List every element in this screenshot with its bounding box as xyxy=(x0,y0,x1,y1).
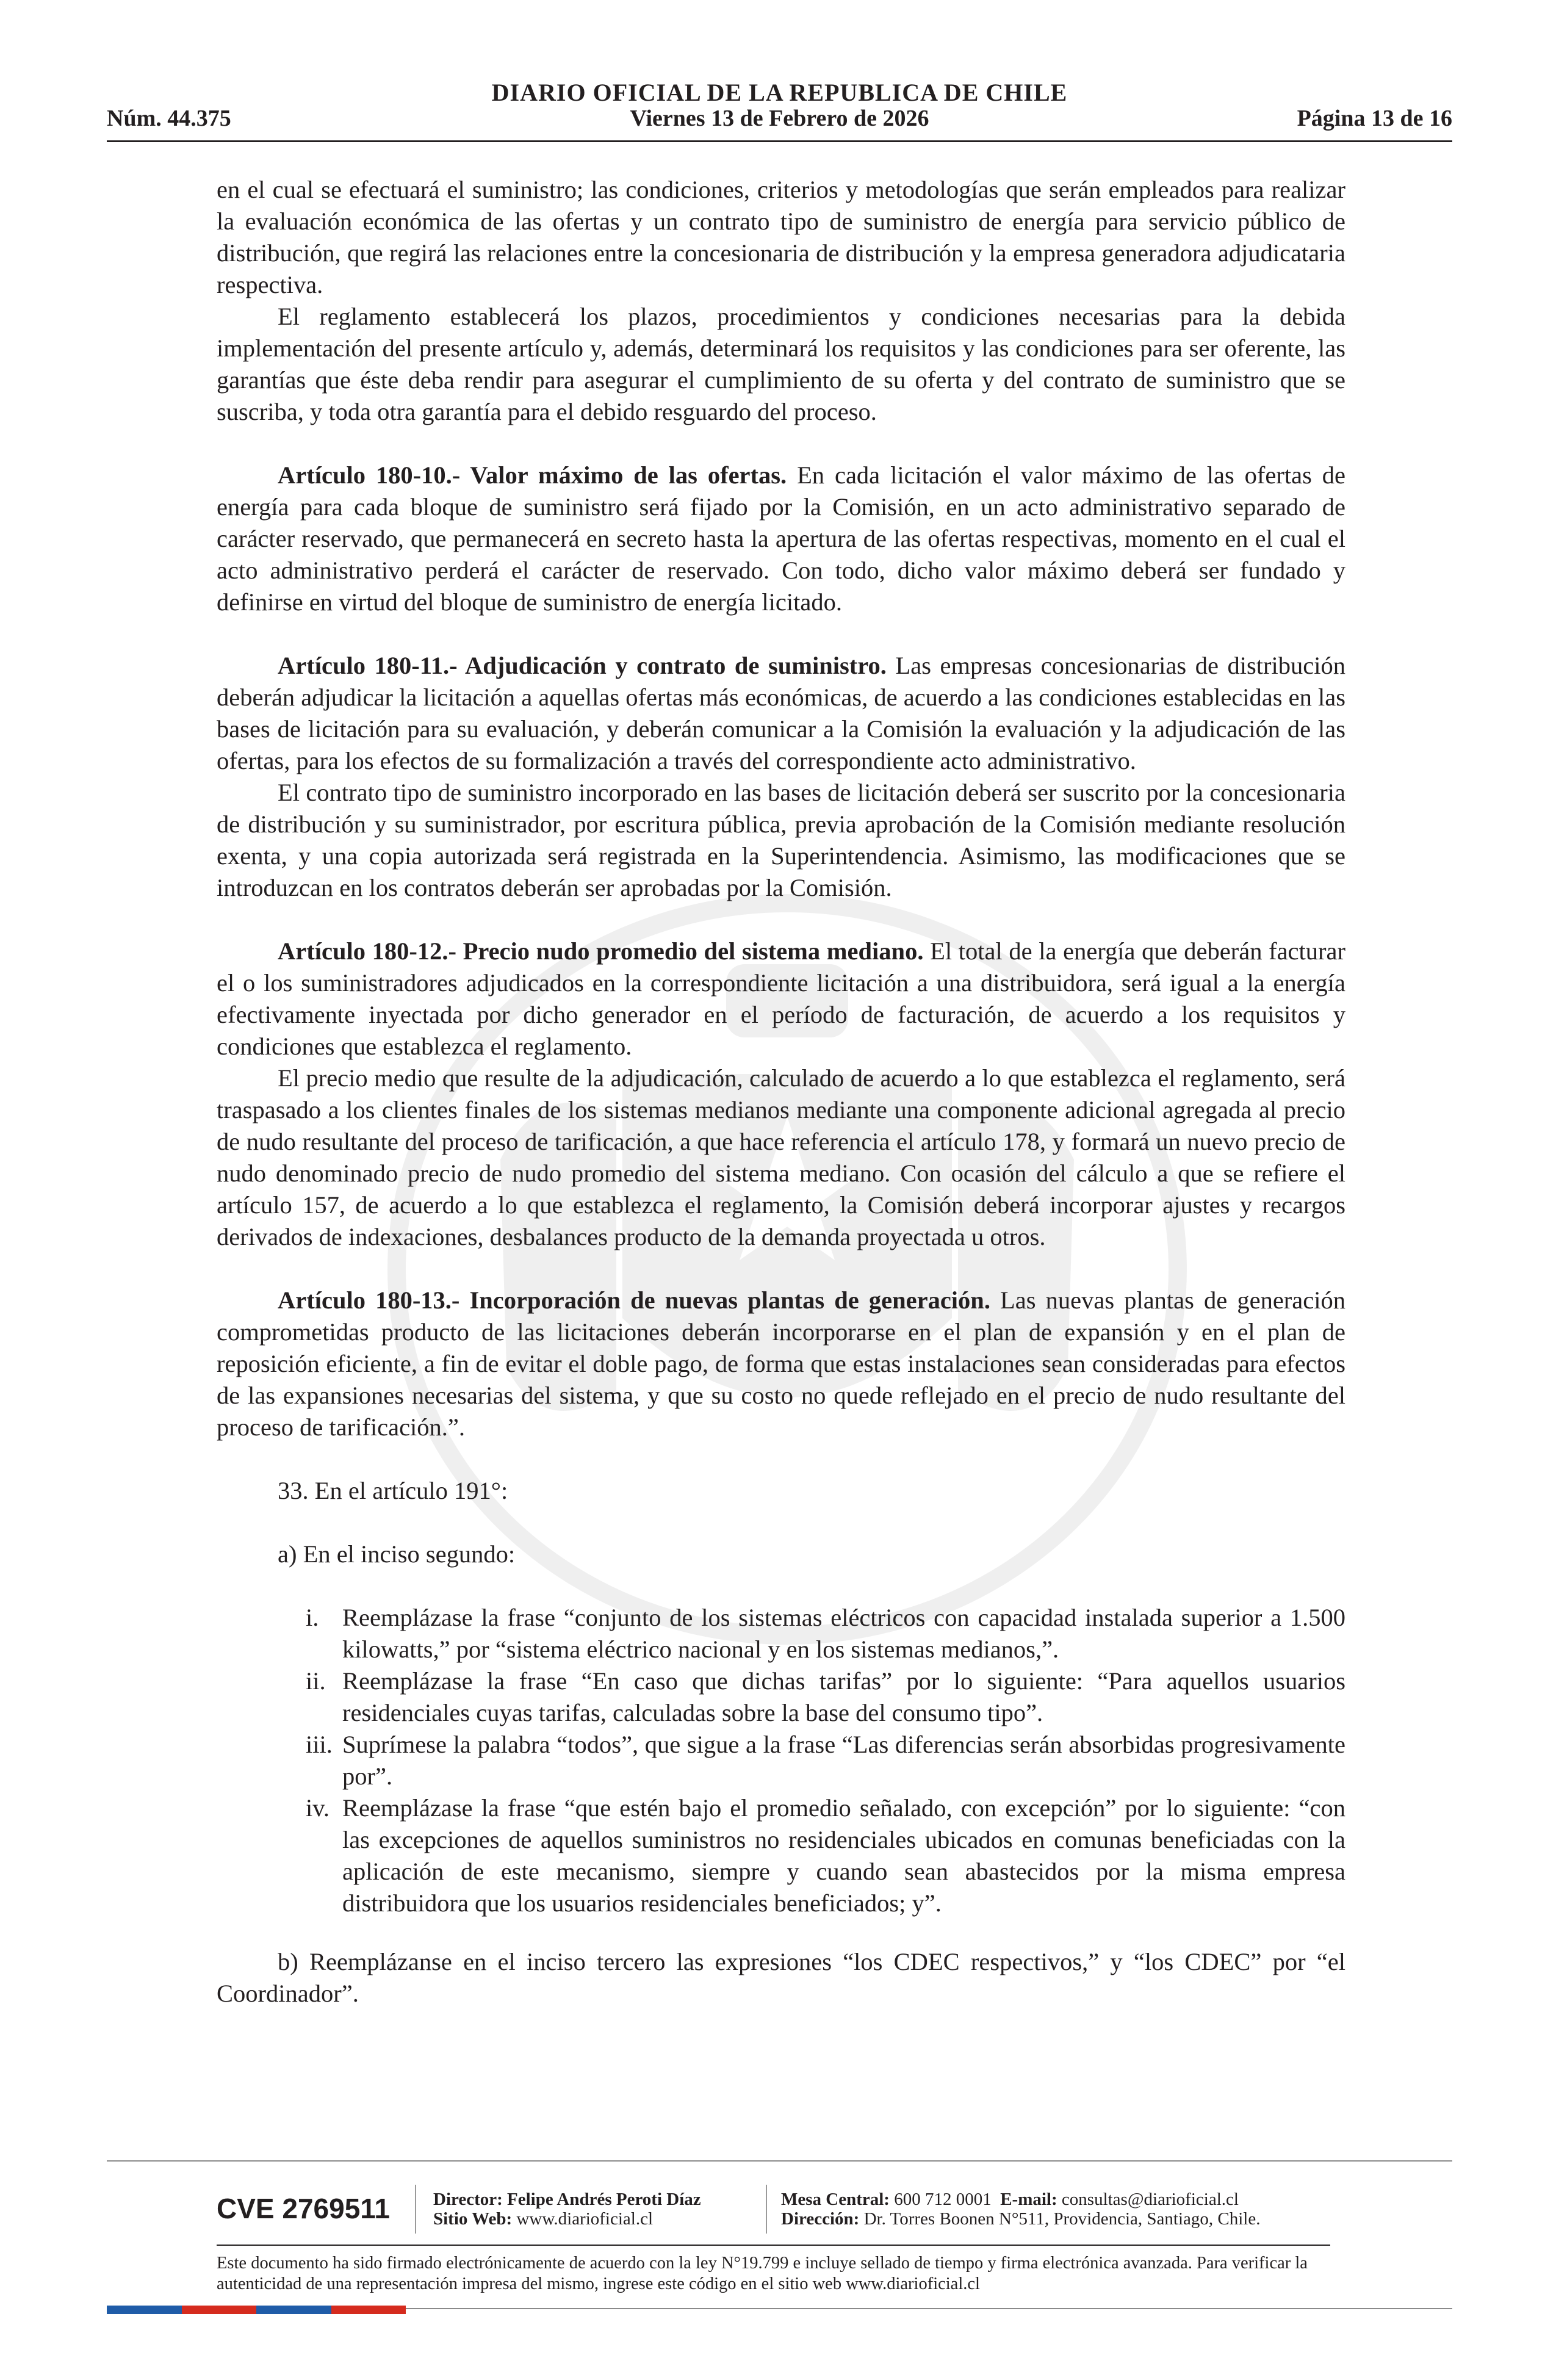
phone-value: 600 712 0001 xyxy=(894,2190,992,2209)
cve-code: CVE 2769511 xyxy=(217,2193,390,2224)
header-divider xyxy=(107,140,1452,142)
article-text: Las nuevas plantas de generación comprometidas producto de las licitaciones deberán incorporarse en el plan de expansión y en el plan de reposición eficiente, a fin de evitar el doble pago, de forma que estas instalaciones sean consideradas para efectos de las expansiones necesarias del sistema, y que su costo no quede reflejado en el precio de nudo resultante del proceso de tarificación.”. xyxy=(217,1286,1345,1441)
list-marker: iv. xyxy=(306,1794,330,1822)
page-footer xyxy=(107,2160,1452,2343)
email-label: E-mail: xyxy=(1000,2190,1057,2209)
address-value: Dr. Torres Boonen N°511, Providencia, Santiago, Chile. xyxy=(863,2209,1261,2229)
newspaper-title: DIARIO OFICIAL DE LA REPUBLICA DE CHILE xyxy=(491,79,1068,106)
list-item xyxy=(217,1602,1345,1665)
director-label: Director: xyxy=(433,2190,503,2209)
paragraph: El reglamento establecerá los plazos, procedimientos y condiciones necesarias para la debida implementación del presente artículo y, además, determinará los requisitos y las condiciones para ser oferente, las garantías que éste deba rendir para asegurar el cumplimiento de su oferta y del contrato de suministro que se suscriba, y toda otra garantía para el debido resguardo del proceso. xyxy=(217,303,1345,425)
article-text: En cada licitación el valor máximo de las ofertas de energía para cada bloque de suministro será fijado por la Comisión, en un acto administrativo separado de carácter reservado, que permanecerá en secreto hasta la apertura de las ofertas respectivas, momento en el cual el acto administrativo perderá el carácter de reservado. Con todo, dicho valor máximo deberá ser fundado y definirse en virtud del bloque de suministro de energía licitado. xyxy=(217,461,1345,616)
list-item xyxy=(217,1792,1345,1919)
list-item xyxy=(217,1729,1345,1792)
article-text: El total de la energía que deberán facturar el o los suministradores adjudicados en la correspondiente licitación a una distribuidora, será igual a la energía efectivamente inyectada por dicho generador en el período de facturación, de acuerdo a los requisitos y condiciones que establezca el reglamento. xyxy=(217,937,1345,1060)
list-item-text: Suprímese la palabra “todos”, que sigue a la frase “Las diferencias serán absorbidas progresivamente por”. xyxy=(342,1731,1345,1790)
flag-blue-segment xyxy=(107,2306,182,2314)
document-body xyxy=(217,174,1345,2010)
amendment-item-b: b) Reemplázanse en el inciso tercero las expresiones “los CDEC respectivos,” y “los CDEC” por “el Coordinador”. xyxy=(217,1948,1345,2007)
address-label: Dirección: xyxy=(781,2209,860,2229)
director-name: Felipe Andrés Peroti Díaz xyxy=(507,2190,701,2209)
flag-stripe xyxy=(107,2306,406,2314)
page-number: Página 13 de 16 xyxy=(1297,106,1452,131)
paragraph: en el cual se efectuará el suministro; las condiciones, criterios y metodologías que serán empleados para realizar la evaluación económica de las ofertas y un contrato tipo de suministro de energía para servicio público de distribución, que regirá las relaciones entre la concesionaria de distribución y la empresa generadora adjudicataria respectiva. xyxy=(217,176,1345,298)
list-item-text: Reemplázase la frase “que estén bajo el promedio señalado, con excepción” por lo siguiente: “con las excepciones de aquellos suministros no residenciales ubicados en comunas beneficiadas con la aplicación de este mecanismo, siempre y cuando sean abastecidos por la misma empresa distribuidora que los usuarios residenciales beneficiados; y”. xyxy=(342,1794,1345,1917)
list-marker: iii. xyxy=(306,1731,333,1758)
list-item-text: Reemplázase la frase “conjunto de los sistemas eléctricos con capacidad instalada superior a 1.500 kilowatts,” por “sistema eléctrico nacional y en los sistemas medianos,”. xyxy=(342,1604,1345,1663)
list-item xyxy=(217,1665,1345,1729)
issue-number: Núm. 44.375 xyxy=(107,106,231,131)
article-text: Las empresas concesionarias de distribución deberán adjudicar la licitación a aquellas ofertas más económicas, de acuerdo a las condiciones establecidas en las bases de licitación para su evaluación, y deberán comunicar a la Comisión la evaluación y la adjudicación de las ofertas, para los efectos de su formalización a través del correspondiente acto administrativo. xyxy=(217,652,1346,774)
article-180-12 xyxy=(217,936,1345,1062)
article-180-11 xyxy=(217,650,1345,777)
footer-contact-block xyxy=(781,2190,1260,2229)
email-link[interactable]: consultas@diarioficial.cl xyxy=(1061,2190,1239,2209)
flag-red-segment xyxy=(182,2306,257,2314)
amendment-list xyxy=(217,1602,1345,1919)
amendment-item-a: a) En el inciso segundo: xyxy=(278,1540,516,1568)
flag-blue-segment xyxy=(256,2306,331,2314)
footer-divider xyxy=(217,2245,1330,2246)
signature-note: Este documento ha sido firmado electrónicamente de acuerdo con la ley N°19.799 e incluye sellado de tiempo y firma electrónica avanzada. Para verificar la autenticidad de una representación impresa del mismo, ingrese este código en el sitio web www.diarioficial.cl xyxy=(217,2254,1308,2293)
list-marker: ii. xyxy=(306,1667,326,1695)
article-title: Artículo 180-13.- Incorporación de nuevas plantas de generación. xyxy=(278,1286,990,1314)
website-label: Sitio Web: xyxy=(433,2209,513,2229)
footer-divider xyxy=(107,2160,1452,2162)
article-title: Artículo 180-12.- Precio nudo promedio del sistema mediano. xyxy=(278,937,924,965)
article-180-13 xyxy=(217,1285,1345,1443)
website-link[interactable]: www.diarioficial.cl xyxy=(516,2209,654,2229)
footer-separator xyxy=(766,2185,767,2234)
footer-director-block xyxy=(433,2190,701,2229)
list-marker: i. xyxy=(306,1604,319,1631)
issue-date: Viernes 13 de Febrero de 2026 xyxy=(630,106,929,131)
flag-red-segment xyxy=(331,2306,406,2314)
paragraph: El contrato tipo de suministro incorporado en las bases de licitación deberá ser suscrito por la concesionaria de distribución y su suministrador, por escritura pública, previa aprobación de la Comisión mediante resolución exenta, y una copia autorizada será registrada en la Superintendencia. Asimismo, las modificaciones que se introduzcan en los contratos deberán ser aprobadas por la Comisión. xyxy=(217,779,1345,901)
footer-separator xyxy=(415,2185,416,2234)
article-title: Artículo 180-10.- Valor máximo de las ofertas. xyxy=(278,461,787,489)
list-item-text: Reemplázase la frase “En caso que dichas tarifas” por lo siguiente: “Para aquellos usuarios residenciales cuyas tarifas, calculadas sobre la base del consumo tipo”. xyxy=(342,1667,1345,1726)
article-180-10 xyxy=(217,460,1345,618)
paragraph: El precio medio que resulte de la adjudicación, calculado de acuerdo a lo que establezca el reglamento, será traspasado a los clientes finales de los sistemas medianos mediante una componente adicional agregada al precio de nudo resultante del proceso de tarificación, a que hace referencia el artículo 178, y formará un nuevo precio de nudo denominado precio de nudo promedio del sistema mediano. Con ocasión del cálculo a que se refiere el artículo 157, de acuerdo a lo que establezca el reglamento, la Comisión deberá incorporar ajustes y recargos derivados de indexaciones, desbalances producto de la demanda proyectada u otros. xyxy=(217,1064,1345,1250)
page-header xyxy=(107,73,1452,146)
phone-label: Mesa Central: xyxy=(781,2190,890,2209)
article-title: Artículo 180-11.- Adjudicación y contrato de suministro. xyxy=(278,652,887,679)
amendment-item-33: 33. En el artículo 191°: xyxy=(278,1477,508,1504)
